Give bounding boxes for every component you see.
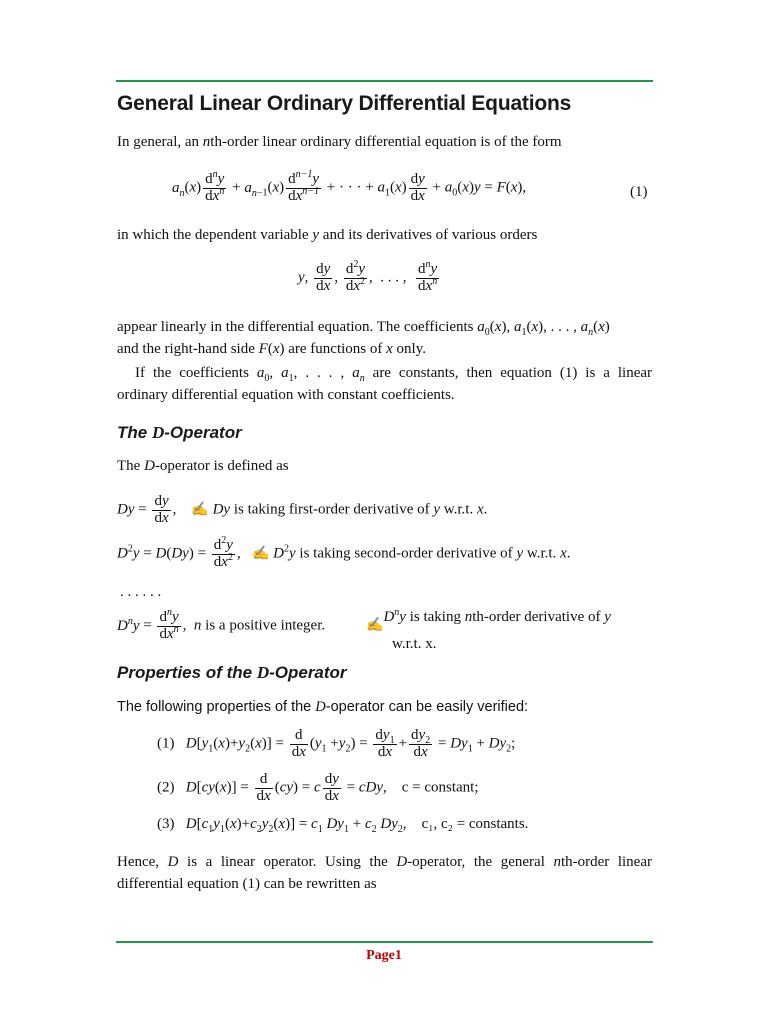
property-3: (3) $D[c_1y_1(x)+c_2y_2(x)] = c_1$ $Dy_1 + c_2$ $Dy_2$, c₁, c₂ = constants. — [157, 816, 529, 835]
definition-nth-order: $D^ny$ = $\frac{d^ny}{dx^n}$ , n is a positive integer. — [117, 607, 326, 642]
section-heading-d-operator: The D-Operator — [117, 423, 242, 442]
hence-paragraph: Hence, D is a linear operator. Using the D-operator, the general nth-order linear differential equation (1) can be rewritten as — [117, 854, 652, 892]
d-operator-definition-intro: The D-operator is defined as — [117, 458, 289, 474]
page-number: Page1 — [366, 948, 402, 963]
property-2: (2) D[cy(x)] = $\frac{d}{dx}$ (cy) = c $\frac{dy}{dx}$ = cDy, c = constant; — [157, 771, 479, 804]
constant-coefficients-paragraph: If the coefficients $a_0$, $a_1$, . . . , $a_n$ are constants, then equation (1) is a linear ordinary differential equation with constant coefficients. — [117, 365, 653, 403]
pen-icon: ✍ — [366, 618, 384, 633]
definition-nth-order-note: $✍D^ny$ is taking nth-order derivative of y w.r.t. x. — [366, 607, 611, 652]
coefficients-paragraph: appear linearly in the differential equation. The coefficients $a_0(x)$, $a_1(x)$, . . . , $a_n(x)$ and the right-hand side F(x) are functions of x only. — [117, 319, 610, 357]
derivatives-list: y, $\frac{dy}{dx}$ , $\frac{d^2y}{dx^2}$ , . . . , $\frac{d^ny}{dx^n}$ — [298, 259, 438, 294]
top-rule — [116, 80, 653, 82]
equation-1: $a_n(x)$ $\frac{d^ny}{dx^n}$ + $a_{n-1}(x)$ $\frac{d^{n-1}y}{dx^{n-1}}$ + · · · + $a_1(x)$ $\frac{dy}{dx}$ + $a_0(x)y = F(x)$, — [172, 169, 527, 204]
properties-intro: The following properties of the D-operator can be easily verified: — [117, 699, 529, 715]
ellipsis-dots: . . . . . . — [120, 584, 162, 600]
section-heading-properties: Properties of the D-Operator — [117, 663, 347, 682]
equation-number: (1) — [630, 184, 648, 200]
dependent-variable-sentence: in which the dependent variable y and its derivatives of various orders — [117, 227, 538, 243]
property-1: (1) $D[y_1(x)+y_2(x)]$ = $\frac{d}{dx}$ $(y_1 +y_2)$ = $\frac{dy_1}{dx}$ + $\frac{dy_2}{dx}$ = $Dy_1 + Dy_2$; — [157, 727, 516, 760]
intro-paragraph: In general, an nth-order linear ordinary differential equation is of the form — [117, 134, 562, 150]
definition-first-order: Dy = $\frac{dy}{dx}$ , ✍ Dy is taking first-order derivative of y w.r.t. x. — [117, 493, 488, 526]
bottom-rule — [116, 941, 653, 943]
page-title: General Linear Ordinary Differential Equations — [117, 92, 572, 115]
pen-icon: ✍ — [251, 546, 270, 562]
definition-second-order: $D^2y = D(Dy)$ = $\frac{d^2y}{dx^2}$ , ✍ $D^2y$ is taking second-order derivative of y w.r.t. x. — [117, 535, 571, 570]
pen-icon: ✍ — [191, 502, 209, 518]
